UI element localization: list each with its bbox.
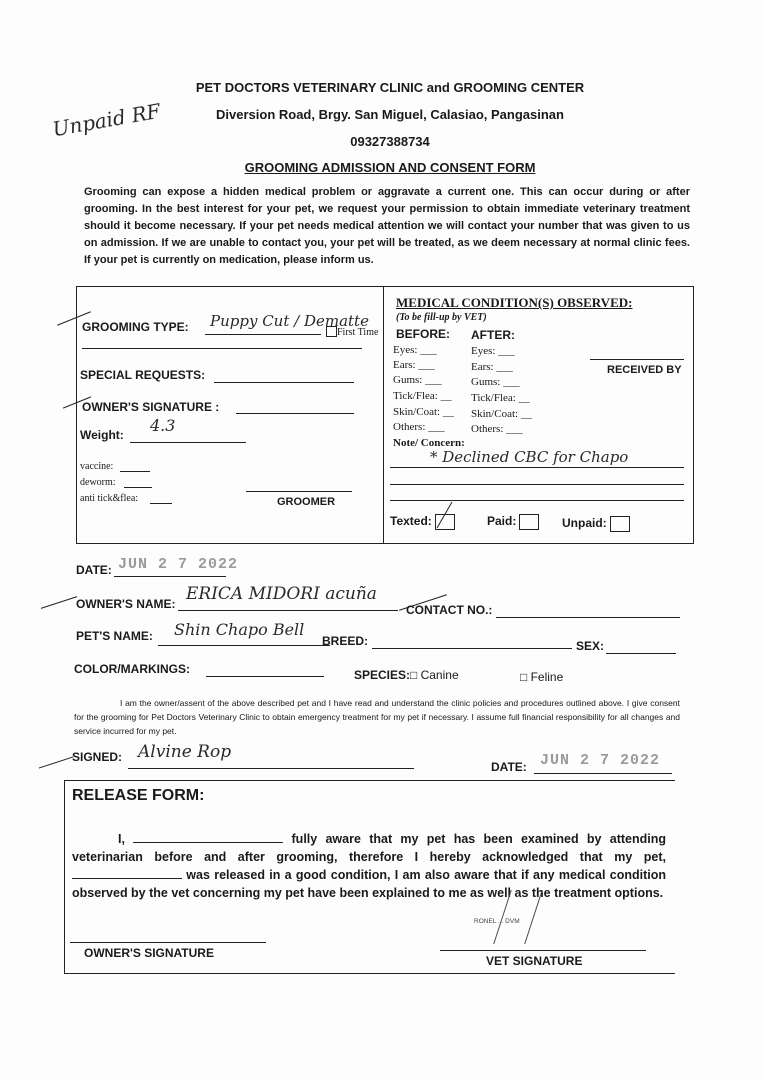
canine-label: Canine — [420, 668, 459, 682]
owner-signature-line-release — [70, 942, 266, 943]
before-tickflea: Tick/Flea: __ — [393, 390, 452, 402]
deworm-line — [124, 487, 152, 488]
unpaid-checkbox[interactable] — [610, 516, 630, 532]
color-line — [206, 676, 324, 677]
vet-name-stamp: RONEL ... DVM — [474, 918, 520, 925]
before-skincoat: Skin/Coat: __ — [393, 406, 454, 418]
signed-date-line — [534, 773, 672, 774]
texted-label: Texted: — [390, 514, 432, 529]
signed-label: SIGNED: — [72, 750, 123, 764]
breed-label: BREED: — [322, 634, 369, 648]
before-eyes: Eyes: ___ — [393, 344, 437, 356]
feline-label: Feline — [530, 670, 564, 684]
sex-line — [606, 653, 676, 654]
date-label: DATE: — [76, 563, 112, 577]
species-label: SPECIES: — [354, 668, 411, 682]
sex-label: SEX: — [576, 639, 605, 653]
medical-subtitle: (To be fill-up by VET) — [396, 312, 487, 323]
owner-signature-label-left: OWNER'S SIGNATURE : — [82, 400, 220, 414]
owner-name-check — [41, 596, 77, 609]
clinic-name: PET DOCTORS VETERINARY CLINIC and GROOMING CENTER — [195, 80, 585, 95]
feline-option[interactable] — [520, 670, 563, 684]
vet-signature-label: VET SIGNATURE — [486, 954, 583, 968]
date-stamp: JUN 2 7 2022 — [118, 556, 239, 573]
received-by-line — [590, 359, 684, 360]
owner-name-label: OWNER'S NAME: — [76, 597, 176, 611]
after-others: Others: ___ — [471, 423, 523, 435]
unpaid-field — [562, 516, 630, 532]
paid-label: Paid: — [487, 514, 517, 529]
groomer-label: GROOMER — [276, 496, 336, 508]
groomer-line — [246, 491, 352, 492]
paid-field — [487, 514, 539, 530]
release-i: I, — [118, 832, 125, 846]
owner-name-value: ERICA MIDORI acuña — [186, 584, 377, 604]
after-skincoat: Skin/Coat: __ — [471, 408, 532, 420]
vaccine-line — [120, 471, 150, 472]
grooming-type-line — [205, 334, 321, 335]
note-label: Note/ Concern: — [393, 437, 465, 449]
release-text — [72, 830, 666, 902]
received-by-label: RECEIVED BY — [607, 364, 682, 376]
feline-checkbox[interactable]: □ — [520, 670, 528, 684]
weight-line — [130, 442, 246, 443]
signed-date-stamp: JUN 2 7 2022 — [540, 752, 661, 769]
release-title: RELEASE FORM: — [72, 787, 205, 804]
intro-paragraph: Grooming can expose a hidden medical problem or aggravate a current one. This can occur during or after grooming. In the best interest for your pet, we request your permission to obtain immediate veterinary treatment should it become necessary. If your pet needs medical attention we will contact your number that was given to us on admission. If we are unable to contact you, your pet will be treated, as we deem necessary at normal clinic fees. If your pet is currently on medication, please inform us. — [84, 186, 690, 266]
texted-field — [390, 514, 455, 530]
note-line-1 — [390, 467, 684, 468]
owner-signature-label-release: OWNER'S SIGNATURE — [84, 946, 214, 960]
unpaid-label: Unpaid: — [562, 516, 607, 531]
signed-date-label: DATE: — [491, 760, 527, 774]
before-ears: Ears: ___ — [393, 359, 435, 371]
owner-name-line — [178, 610, 398, 611]
pet-name-value: Shin Chapo Bell — [174, 620, 305, 639]
consent-paragraph: I am the owner/assent of the above described pet and I have read and understand the clinic policies and procedures outlined above. I give consent for the grooming for Pet Doctors Veterinary Clinic to obtain emergency treatment for my pet if necessary. I assume full financial responsibility for all changes and service incurred for my pet. — [74, 698, 680, 736]
box-divider — [383, 287, 384, 543]
pet-name-line — [158, 645, 330, 646]
grooming-type-label: GROOMING TYPE: — [82, 320, 189, 334]
grooming-type-line-2 — [82, 348, 362, 349]
note-line-3 — [390, 500, 684, 501]
signed-check — [39, 756, 74, 768]
release-text-3: was released in a good condition, I am also aware that if any medical condition observed by the vet concerning my pet have been explained to me as well as the treatment options. — [72, 868, 666, 900]
contact-label: CONTACT NO.: — [406, 603, 493, 617]
note-value: * Declined CBC for Chapo — [430, 448, 629, 466]
clinic-address: Diversion Road, Brgy. San Miguel, Calasiao, Pangasinan — [216, 107, 564, 122]
grooming-type-value: Puppy Cut / Dematte — [210, 312, 369, 330]
canine-option[interactable] — [410, 668, 459, 682]
special-requests-label: SPECIAL REQUESTS: — [80, 368, 206, 382]
owner-signature-scribble: Alvine Rop — [138, 742, 232, 762]
before-label: BEFORE: — [396, 327, 450, 341]
form-title: GROOMING ADMISSION AND CONSENT FORM — [244, 160, 536, 175]
vaccine-label: vaccine: — [80, 461, 114, 472]
weight-value: 4.3 — [150, 416, 176, 435]
anti-tick-line — [150, 503, 172, 504]
pet-name-label: PET'S NAME: — [76, 629, 153, 643]
note-line-2 — [390, 484, 684, 485]
canine-checkbox[interactable]: □ — [410, 668, 418, 682]
handwritten-unpaid-note: Unpaid RF — [50, 98, 163, 142]
special-requests-line — [214, 382, 354, 383]
release-text-2: fully aware that my pet has been examined by attending veterinarian before and after grooming, therefore I hereby acknowledged that my pet, — [72, 832, 666, 864]
after-ears: Ears: ___ — [471, 361, 513, 373]
breed-line — [372, 648, 572, 649]
date-line — [114, 576, 226, 577]
medical-title: MEDICAL CONDITION(S) OBSERVED: — [396, 295, 633, 310]
weight-label: Weight: — [80, 428, 124, 442]
deworm-label: deworm: — [80, 477, 116, 488]
after-eyes: Eyes: ___ — [471, 345, 515, 357]
after-tickflea: Tick/Flea: __ — [471, 392, 530, 404]
after-gums: Gums: ___ — [471, 376, 520, 388]
signed-line — [128, 768, 414, 769]
owner-signature-line-left — [236, 413, 354, 414]
after-label: AFTER: — [471, 328, 515, 342]
first-time-checkbox[interactable] — [326, 326, 337, 337]
clinic-phone: 09327388734 — [350, 134, 430, 149]
paid-checkbox[interactable] — [519, 514, 539, 530]
before-gums: Gums: ___ — [393, 374, 442, 386]
contact-line — [496, 617, 680, 618]
anti-tick-label: anti tick&flea: — [80, 493, 139, 504]
vet-signature-line — [440, 950, 646, 951]
color-label: COLOR/MARKINGS: — [74, 662, 190, 676]
before-others: Others: ___ — [393, 421, 445, 433]
first-time-label: First Time — [337, 327, 379, 338]
